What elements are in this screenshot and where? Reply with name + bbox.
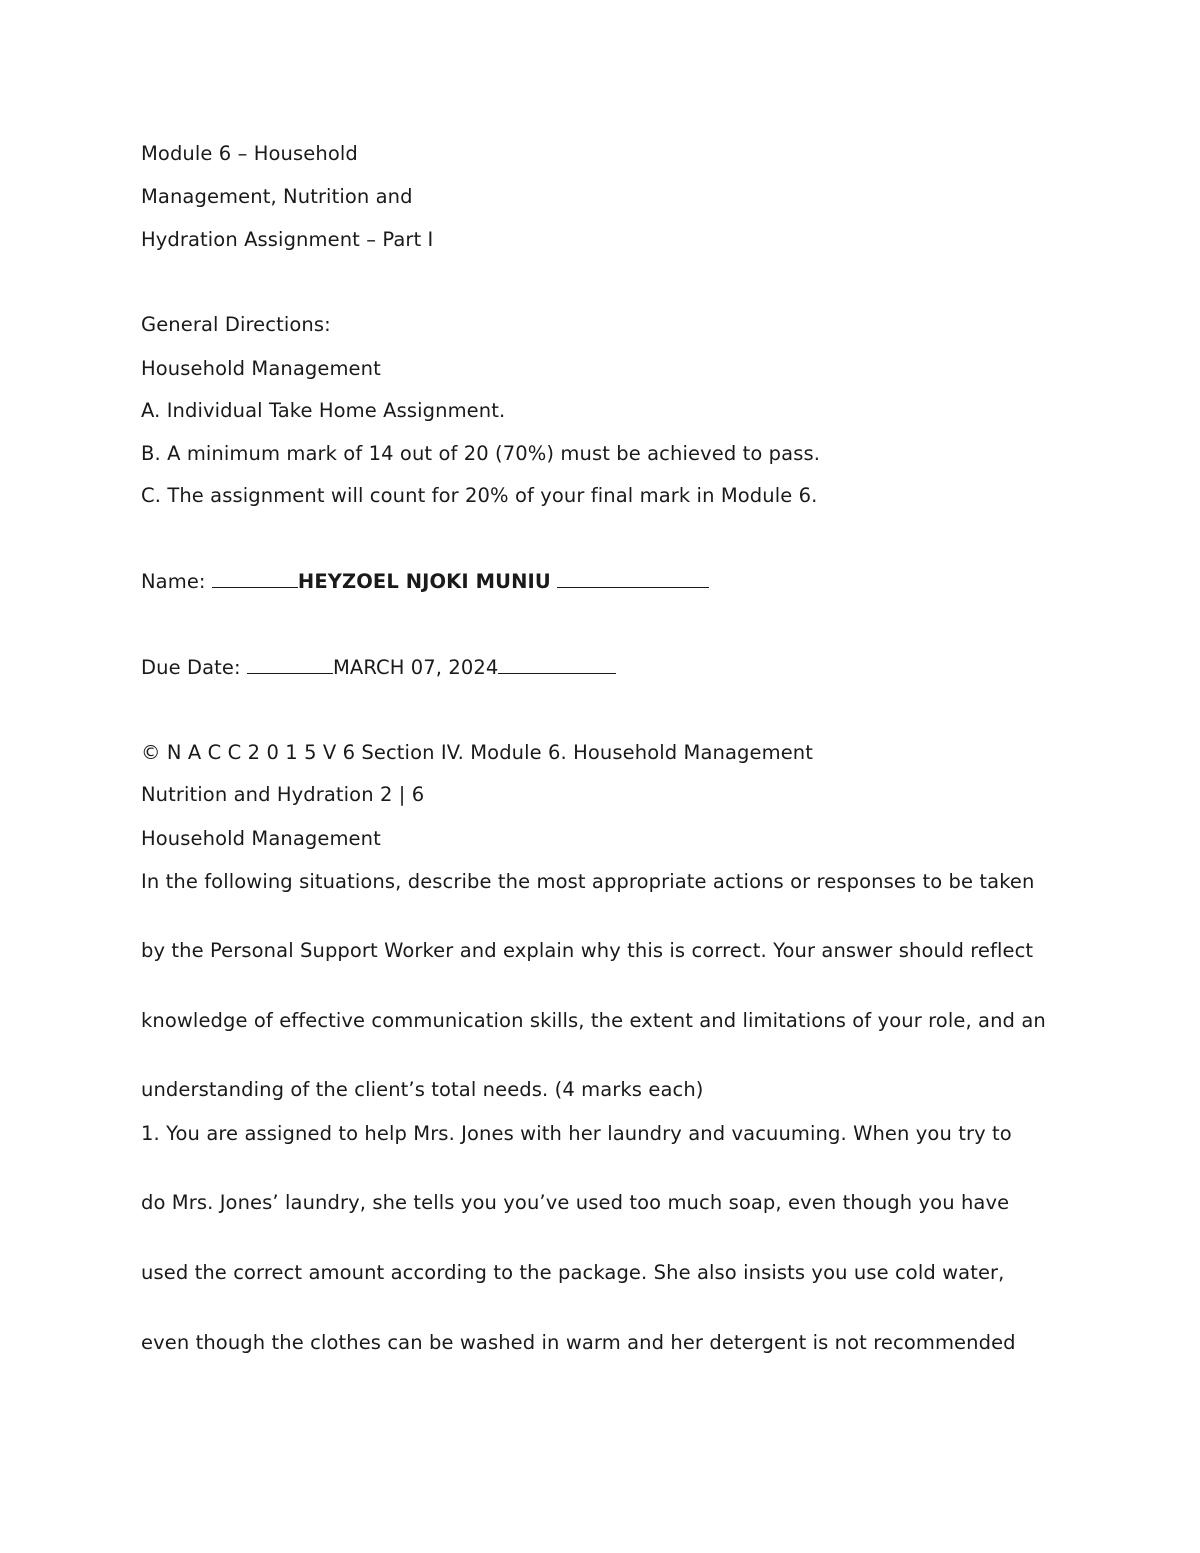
direction-item-a: A. Individual Take Home Assignment.	[141, 399, 506, 422]
name-blank-trailing	[557, 569, 709, 588]
title-line-3: Hydration Assignment – Part I	[141, 228, 434, 251]
name-field	[141, 568, 1061, 595]
section-heading: Household Management	[141, 827, 381, 850]
question-1-line-1: 1. You are assigned to help Mrs. Jones with her laundry and vacuuming. When you try to	[141, 1122, 1012, 1145]
instruction-paragraph-3: knowledge of effective communication skills, the extent and limitations of your role, and an	[141, 1009, 1046, 1032]
footer-page-info: Nutrition and Hydration 2 | 6	[141, 783, 425, 806]
instruction-paragraph-1: In the following situations, describe the most appropriate actions or responses to be taken	[141, 870, 1035, 893]
due-date-value: MARCH 07, 2024	[332, 656, 499, 679]
title-line-2: Management, Nutrition and	[141, 185, 413, 208]
name-blank-leading	[212, 569, 298, 588]
due-date-field	[141, 654, 1061, 681]
footer-copyright: © N A C C 2 0 1 5 V 6 Section IV. Module 6. Household Management	[141, 741, 813, 764]
direction-item-c: C. The assignment will count for 20% of your final mark in Module 6.	[141, 484, 818, 507]
directions-heading: General Directions:	[141, 313, 331, 336]
question-1-line-3: used the correct amount according to the package. She also insists you use cold water,	[141, 1261, 1005, 1284]
question-1-line-4: even though the clothes can be washed in warm and her detergent is not recommended	[141, 1331, 1016, 1354]
name-value: HEYZOEL NJOKI MUNIU	[297, 570, 551, 593]
due-date-blank-trailing	[498, 655, 616, 674]
title-line-1: Module 6 – Household	[141, 142, 358, 165]
due-date-label: Due Date:	[141, 656, 241, 679]
directions-subheading: Household Management	[141, 357, 381, 380]
instruction-paragraph-2: by the Personal Support Worker and explain why this is correct. Your answer should reflect	[141, 939, 1034, 962]
name-label: Name:	[141, 570, 206, 593]
direction-item-b: B. A minimum mark of 14 out of 20 (70%) must be achieved to pass.	[141, 442, 821, 465]
due-date-blank-leading	[247, 655, 333, 674]
instruction-paragraph-4: understanding of the client’s total needs. (4 marks each)	[141, 1078, 704, 1101]
question-1-line-2: do Mrs. Jones’ laundry, she tells you you’ve used too much soap, even though you have	[141, 1191, 1010, 1214]
